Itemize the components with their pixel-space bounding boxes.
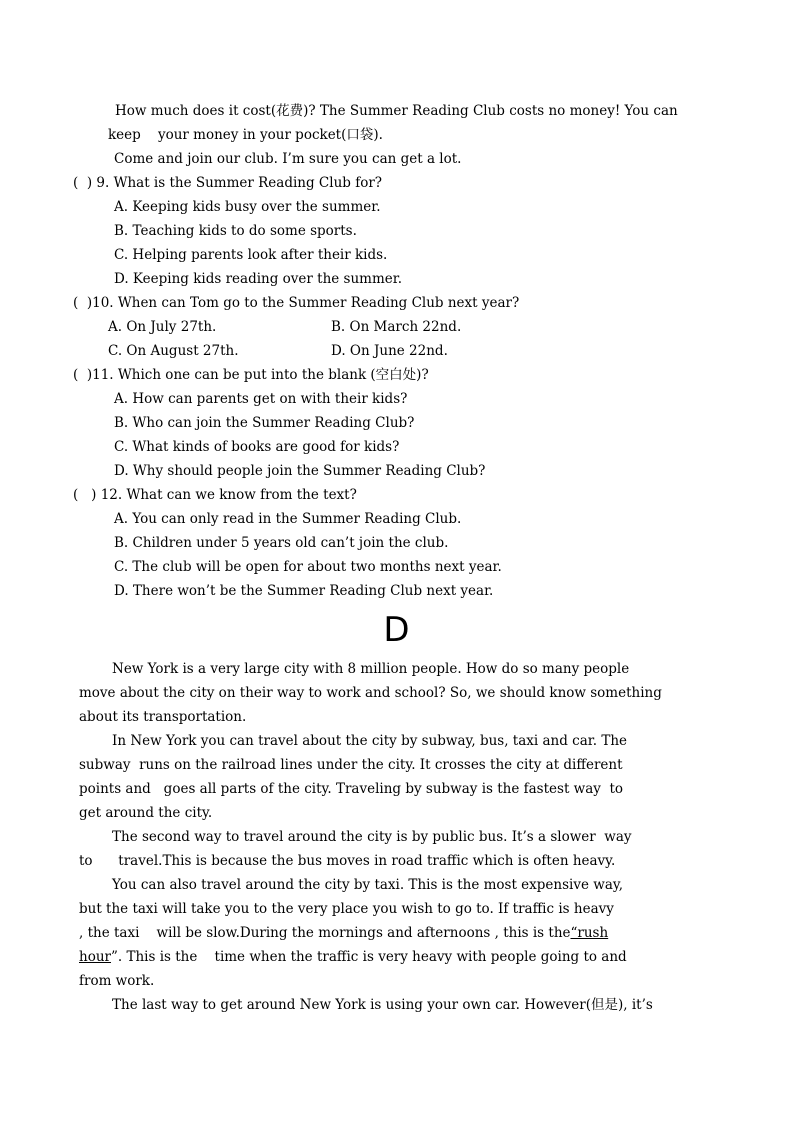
passage-p4-line-3 <box>79 921 608 945</box>
question-11-option-c: C. What kinds of books are good for kids? <box>114 439 400 455</box>
question-12-option-d: D. There won’t be the Summer Reading Club next year. <box>114 583 494 599</box>
passage-p1-line-1: New York is a very large city with 8 million people. How do so many people <box>112 661 630 677</box>
passage-p4-line-4 <box>79 945 627 969</box>
question-10-option-b: B. On March 22nd. <box>331 319 462 335</box>
question-10-option-c: C. On August 27th. <box>108 343 239 359</box>
passage-p2-line-4: get around the city. <box>79 805 213 821</box>
passage-p4-line-2: but the taxi will take you to the very place you wish to go to. If traffic is heavy <box>79 901 614 917</box>
passage-p3-line-2: to travel.This is because the bus moves in road traffic which is often heavy. <box>79 853 616 869</box>
intro-line-3: Come and join our club. I’m sure you can get a lot. <box>114 151 462 167</box>
question-11-option-d: D. Why should people join the Summer Reading Club? <box>114 463 486 479</box>
section-heading: D <box>383 610 410 650</box>
passage-p3-line-1: The second way to travel around the city is by public bus. It’s a slower way <box>112 829 632 845</box>
passage-p4-line-3-text: , the taxi will be slow.During the mornings and afternoons , this is the <box>79 925 571 941</box>
question-11-option-a: A. How can parents get on with their kids? <box>114 391 408 407</box>
question-9-option-b: B. Teaching kids to do some sports. <box>114 223 357 239</box>
question-10-option-d: D. On June 22nd. <box>331 343 448 359</box>
question-12-option-a: A. You can only read in the Summer Reading Club. <box>114 511 462 527</box>
question-12-option-b: B. Children under 5 years old can’t join the club. <box>114 535 449 551</box>
passage-p4-line-5: from work. <box>79 973 155 989</box>
passage-p4-line-1: You can also travel around the city by taxi. This is the most expensive way, <box>112 877 623 893</box>
passage-p2-line-2: subway runs on the railroad lines under the city. It crosses the city at different <box>79 757 623 773</box>
passage-p4-line-4-text: ”. This is the time when the traffic is very heavy with people going to and <box>110 949 627 965</box>
intro-line-2: keep your money in your pocket(口袋). <box>108 127 383 143</box>
passage-p2-line-1: In New York you can travel about the city by subway, bus, taxi and car. The <box>112 733 628 749</box>
question-12-stem: ( ) 12. What can we know from the text? <box>73 487 357 503</box>
question-9-stem: ( ) 9. What is the Summer Reading Club for? <box>73 175 383 191</box>
passage-p1-line-3: about its transportation. <box>79 709 247 725</box>
question-9-option-d: D. Keeping kids reading over the summer. <box>114 271 403 287</box>
question-10-stem: ( )10. When can Tom go to the Summer Reading Club next year? <box>73 295 520 311</box>
rush-hour-underlined-end: hour <box>79 949 111 965</box>
passage-p1-line-2: move about the city on their way to work and school? So, we should know something <box>79 685 662 701</box>
question-9-option-c: C. Helping parents look after their kids. <box>114 247 388 263</box>
intro-line-1: How much does it cost(花费)? The Summer Reading Club costs no money! You can <box>115 103 678 119</box>
question-10-option-a: A. On July 27th. <box>108 319 217 335</box>
question-11-option-b: B. Who can join the Summer Reading Club? <box>114 415 415 431</box>
question-12-option-c: C. The club will be open for about two months next year. <box>114 559 502 575</box>
question-9-option-a: A. Keeping kids busy over the summer. <box>114 199 381 215</box>
rush-hour-underlined-start: “rush <box>570 925 609 941</box>
question-11-stem: ( )11. Which one can be put into the blank (空白处)? <box>73 367 429 383</box>
passage-p2-line-3: points and goes all parts of the city. Traveling by subway is the fastest way to <box>79 781 624 797</box>
passage-p5-line-1: The last way to get around New York is using your own car. However(但是), it’s <box>112 997 653 1013</box>
